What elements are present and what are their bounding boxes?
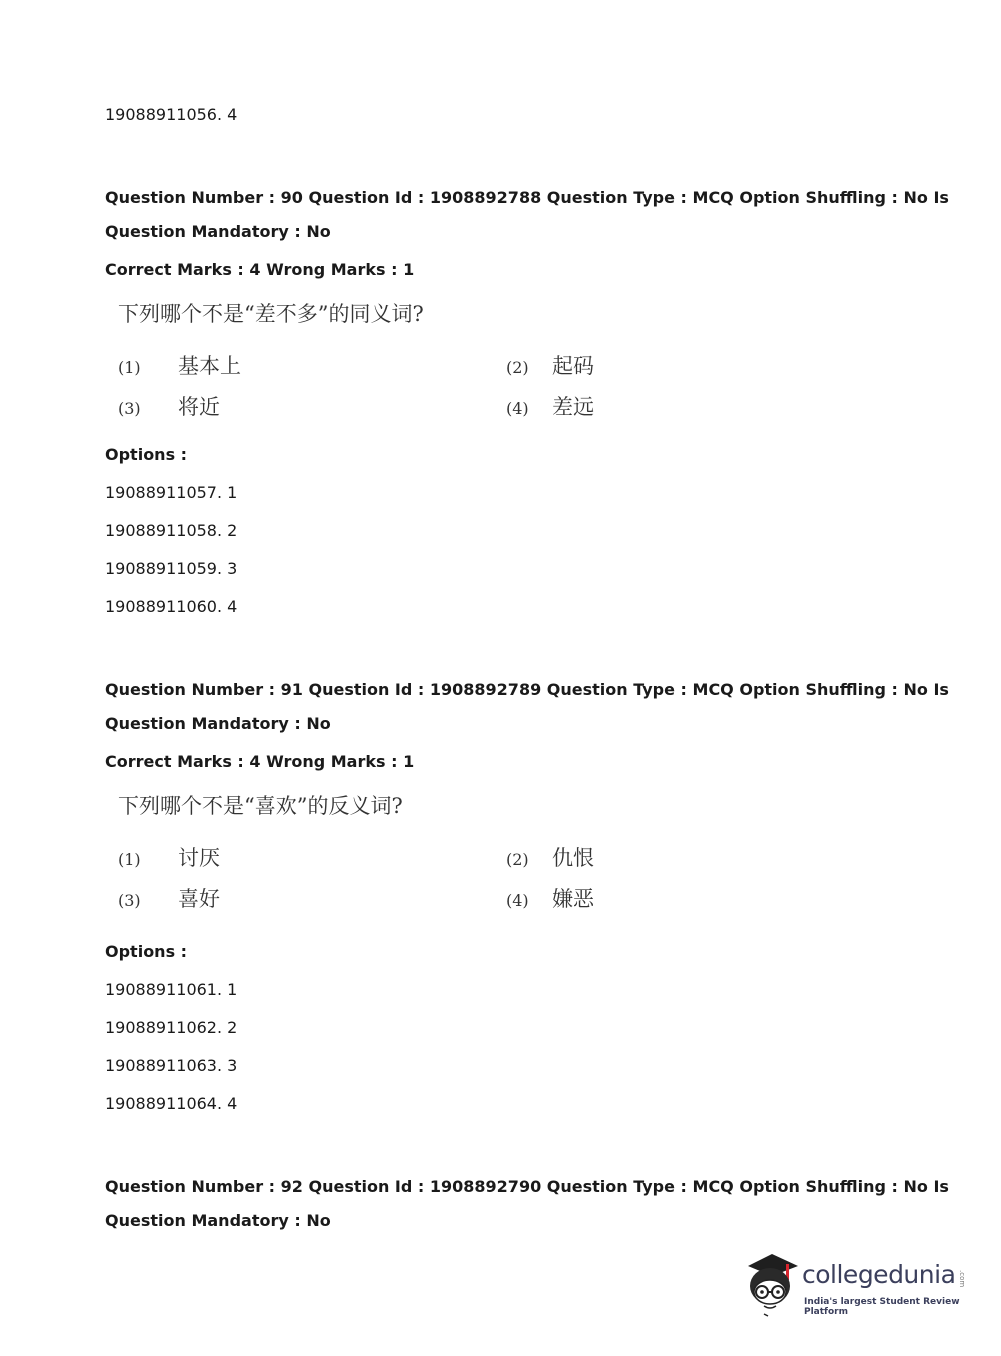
question-header: Question Number : 90 Question Id : 1908892788 Question Type : MCQ Option Shuffling : No Is (105, 188, 949, 207)
question-marks: Correct Marks : 4 Wrong Marks : 1 (105, 260, 415, 279)
question-text: 下列哪个不是“差不多”的同义词? (118, 302, 424, 326)
mascot-icon (742, 1248, 804, 1318)
choice-number: (4) (506, 891, 529, 910)
choice-number: (2) (506, 850, 529, 869)
choice-number: (3) (118, 891, 141, 910)
collegedunia-logo (742, 1248, 972, 1318)
question-header: Question Number : 91 Question Id : 1908892789 Question Type : MCQ Option Shuffling : No Is (105, 680, 949, 699)
options-label: Options : (105, 445, 188, 464)
question-mandatory: Question Mandatory : No (105, 1211, 331, 1230)
choice-text: 起码 (552, 354, 594, 378)
logo-wordmark: collegedunia (802, 1260, 956, 1289)
choice-number: (1) (118, 850, 141, 869)
logo-tagline: India's largest Student Review Platform (804, 1297, 960, 1317)
choice-number: (3) (118, 399, 141, 418)
option-line: 19088911063. 3 (105, 1056, 238, 1075)
choice-text: 差远 (552, 395, 594, 419)
option-line: 19088911062. 2 (105, 1018, 238, 1037)
choice-number: (2) (506, 358, 529, 377)
choice-text: 嫌恶 (552, 887, 594, 911)
option-line: 19088911064. 4 (105, 1094, 238, 1113)
question-text: 下列哪个不是“喜欢”的反义词? (118, 794, 403, 818)
question-marks: Correct Marks : 4 Wrong Marks : 1 (105, 752, 415, 771)
choice-text: 仇恨 (552, 846, 594, 870)
choice-4 (506, 391, 594, 421)
choice-number: (1) (118, 358, 141, 377)
options-label: Options : (105, 942, 188, 961)
logo-suffix: .com (958, 1270, 966, 1288)
question-header: Question Number : 92 Question Id : 1908892790 Question Type : MCQ Option Shuffling : No Is (105, 1177, 949, 1196)
question-mandatory: Question Mandatory : No (105, 222, 331, 241)
choice-1 (118, 842, 220, 872)
choice-4 (506, 883, 594, 913)
choice-2 (506, 350, 594, 380)
choice-1 (118, 350, 241, 380)
option-line: 19088911060. 4 (105, 597, 238, 616)
option-line: 19088911058. 2 (105, 521, 238, 540)
option-line: 19088911056. 4 (105, 105, 238, 124)
choice-2 (506, 842, 594, 872)
choice-number: (4) (506, 399, 529, 418)
option-line: 19088911057. 1 (105, 483, 238, 502)
choice-text: 喜好 (178, 887, 220, 911)
question-mandatory: Question Mandatory : No (105, 714, 331, 733)
choice-3 (118, 883, 220, 913)
option-line: 19088911061. 1 (105, 980, 238, 999)
option-line: 19088911059. 3 (105, 559, 238, 578)
choice-text: 基本上 (178, 354, 241, 378)
choice-text: 将近 (178, 395, 220, 419)
choice-3 (118, 391, 220, 421)
choice-text: 讨厌 (178, 846, 220, 870)
